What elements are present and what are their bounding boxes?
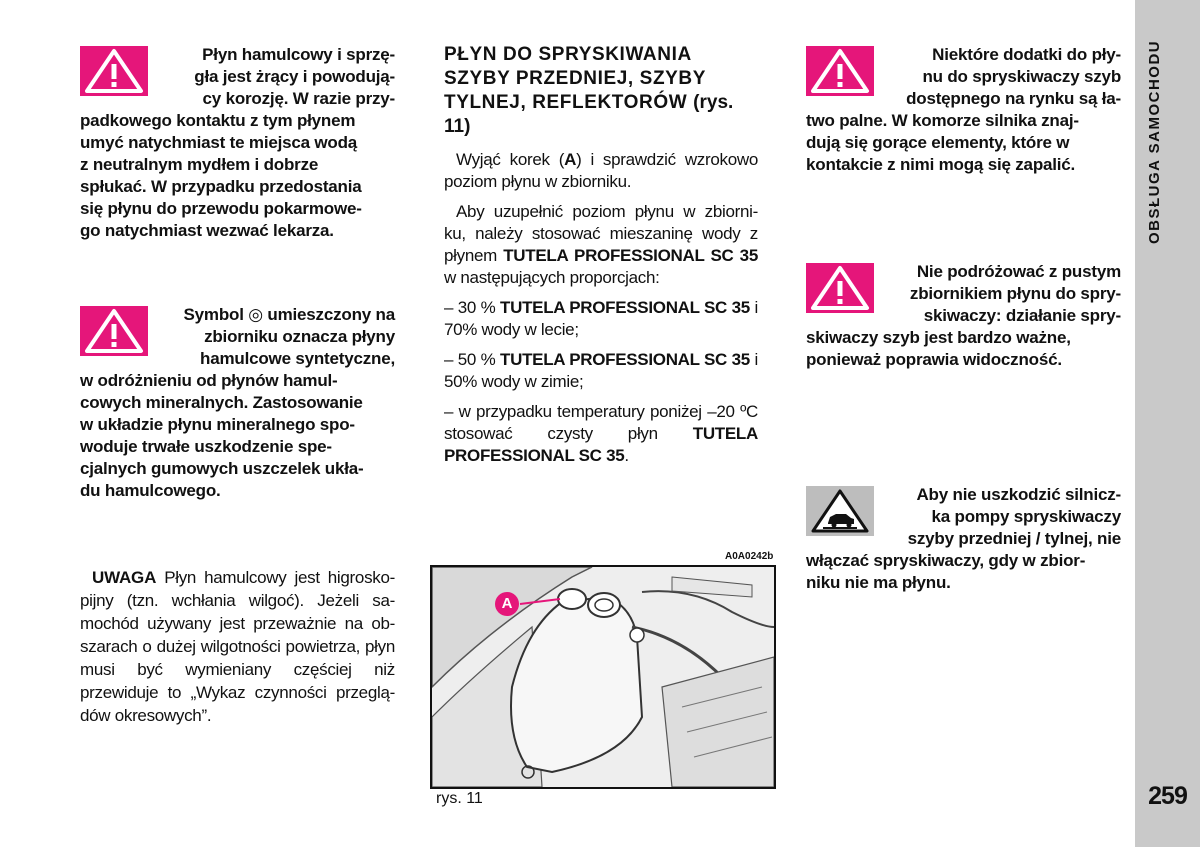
warning-empty-washer-tank [806, 261, 1121, 371]
warning-line: gła jest żrący i powodują- [194, 67, 395, 86]
warning-triangle-icon [806, 46, 874, 96]
warning-line: dują się gorące elementy, które w [806, 133, 1070, 152]
warning-line: włączać spryskiwaczy, gdy w zbior- [806, 551, 1086, 570]
warning-synthetic-brake-fluid [80, 304, 395, 502]
warning-line: z neutralnym mydłem i dobrze [80, 155, 319, 174]
warning-line: cowych mineralnych. Zastosowanie [80, 393, 363, 412]
warning-triangle-icon [80, 46, 148, 96]
warning-triangle-icon [806, 263, 874, 313]
paragraph-mixture: Aby uzupełnić poziom płynu w zbiorni- ku, należy stosować mieszaninę wody z płynem TUTELA PROFESSIONAL SC 35 w następujących proporcjach: [444, 202, 758, 287]
figure-code: A0A0242b [725, 551, 774, 562]
warning-line: hamulcowe syntetyczne, [200, 349, 395, 368]
warning-line: Płyn hamulcowy i sprzę- [202, 45, 395, 64]
warning-line: spłukać. W przypadku przedostania [80, 177, 362, 196]
warning-line: zbiorniku oznacza płyny [204, 327, 395, 346]
warning-line: niku nie ma płynu. [806, 573, 951, 592]
list-item-cold: – w przypadku temperatury poniżej –20 ºC stosować czysty płyn TUTELA PROFESSIONAL SC 35. [444, 402, 758, 465]
synthetic-symbol-icon: ◎ [248, 305, 263, 324]
warning-line: w odróżnieniu od płynów hamul- [80, 371, 338, 390]
warning-line: cjalnych gumowych uszczelek ukła- [80, 459, 364, 478]
note-label: UWAGA [92, 568, 157, 587]
warning-triangle-icon [80, 306, 148, 356]
car-caution-icon [806, 486, 874, 536]
warning-line: się płynu do przewodu pokarmowe- [80, 199, 362, 218]
section-heading: PŁYN DO SPRYSKIWANIA SZYBY PRZEDNIEJ, SZYBY TYLNEJ, REFLEKTORÓW (rys. 11) [444, 44, 734, 137]
warning-line: two palne. W komorze silnika znaj- [806, 111, 1079, 130]
warning-line: kontakcie z nimi mogą się zapalić. [806, 155, 1076, 174]
figure-caption: rys. 11 [436, 790, 483, 807]
warning-line: Aby nie uszkodzić silnicz- [916, 485, 1121, 504]
section-sidebar [1135, 0, 1200, 847]
warning-line: w układzie płynu mineralnego spo- [80, 415, 355, 434]
washer-fluid-section [444, 43, 758, 475]
figure-reference: (rys. 11) [444, 92, 734, 137]
warning-line: skiwaczy: działanie spry- [923, 306, 1121, 325]
warning-line: cy korozję. W razie przy- [202, 89, 395, 108]
warning-line: padkowego kontaktu z tym płynem [80, 111, 356, 130]
warning-brake-fluid-corrosive [80, 44, 395, 242]
warning-line: skiwaczy szyb jest bardzo ważne, [806, 328, 1071, 347]
warning-line: Nie podróżować z pustym [916, 262, 1121, 281]
engine-bay-illustration [430, 565, 776, 789]
warning-line: dostępnego na rynku są ła- [906, 89, 1121, 108]
warning-line: zbiornikiem płynu do spry- [909, 284, 1121, 303]
list-item-summer: – 30 % TUTELA PROFESSIONAL SC 35 i 70% wody w lecie; [444, 298, 758, 339]
warning-line: go natychmiast wezwać lekarza. [80, 221, 334, 240]
section-title: OBSŁUGA SAMOCHODU [1146, 40, 1163, 245]
warning-line: du hamulcowego. [80, 481, 221, 500]
paragraph-check-level: Wyjąć korek (A) i sprawdzić wzrokowo poziom płynu w zbiorniku. [444, 150, 759, 191]
page-number: 259 [1148, 782, 1187, 810]
warning-line: nu do spryskiwaczy szyb [922, 67, 1121, 86]
warning-line: ka pompy spryskiwaczy [931, 507, 1121, 526]
warning-line: szyby przedniej / tylnej, nie [907, 529, 1121, 548]
note-hygroscopic [80, 566, 395, 727]
warning-flammable-additives [806, 44, 1121, 176]
figure-callout: A [495, 592, 519, 616]
warning-line: woduje trwałe uszkodzenie spe- [80, 437, 332, 456]
warning-line: umyć natychmiast te miejsca wodą [80, 133, 358, 152]
list-item-winter: – 50 % TUTELA PROFESSIONAL SC 35 i 50% wody w zimie; [444, 350, 758, 391]
warning-line: Symbol ◎ umieszczony na [183, 305, 395, 324]
caution-washer-pump [806, 484, 1121, 594]
warning-line: Niektóre dodatki do pły- [932, 45, 1121, 64]
note-text: Płyn hamulcowy jest higrosko- pijny (tzn. wchłania wilgoć). Jeżeli sa- mochód używany jest przeważnie na ob- szarach o dużej wilgotności powietrza, płyn musi być wymieniany częściej niż przewiduje to „Wykaz czynności przeglą- dów okresowych”. [80, 568, 395, 725]
warning-line: ponieważ poprawia widoczność. [806, 350, 1062, 369]
